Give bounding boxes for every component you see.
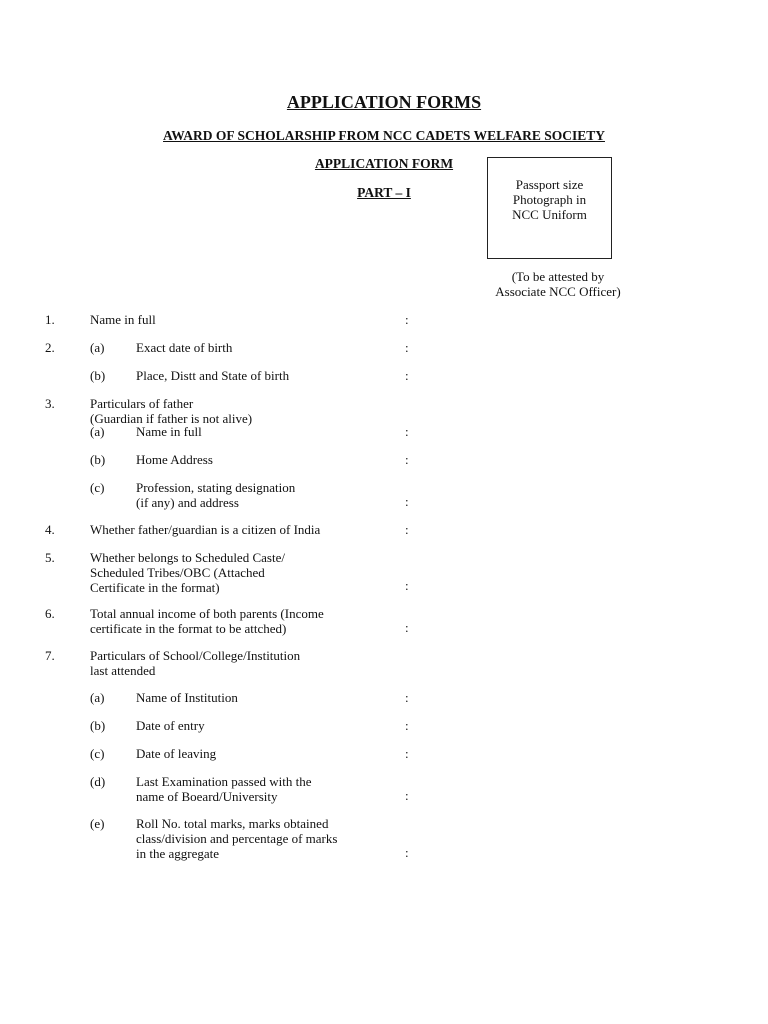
sub-item-marker: (e) — [90, 816, 105, 831]
document-title: APPLICATION FORMS — [286, 92, 482, 112]
field-colon: : — [405, 424, 409, 439]
item-number: 6. — [45, 606, 55, 621]
field-colon: : — [405, 312, 409, 327]
field-label-profession: Profession, stating designation (if any) and address — [136, 480, 296, 510]
field-colon: : — [405, 340, 409, 355]
item-number: 3. — [45, 396, 55, 411]
field-label-date-of-leaving: Date of leaving — [136, 746, 217, 761]
sub-item-marker: (a) — [90, 690, 105, 705]
field-label-name-in-full: Name in full — [90, 312, 156, 327]
field-label-place-of-birth: Place, Distt and State of birth — [136, 368, 290, 383]
sub-item-marker: (b) — [90, 452, 106, 467]
field-label-marks-obtained: Roll No. total marks, marks obtained class/division and percentage of marks in the aggregate — [136, 816, 338, 861]
field-colon: : — [405, 452, 409, 467]
field-label-institution-name: Name of Institution — [136, 690, 238, 705]
item-number: 4. — [45, 522, 55, 537]
sub-item-marker: (c) — [90, 746, 105, 761]
field-colon: : — [405, 578, 409, 593]
field-label-date-of-entry: Date of entry — [136, 718, 205, 733]
field-colon: : — [405, 718, 409, 733]
document-subtitle: AWARD OF SCHOLARSHIP FROM NCC CADETS WELFARE SOCIETY — [163, 128, 605, 143]
field-colon: : — [405, 620, 409, 635]
sub-item-marker: (c) — [90, 480, 105, 495]
field-colon: : — [405, 368, 409, 383]
sub-item-marker: (d) — [90, 774, 106, 789]
field-label-date-of-birth: Exact date of birth — [136, 340, 233, 355]
field-label-father-name: Name in full — [136, 424, 202, 439]
field-colon: : — [405, 845, 409, 860]
field-label-annual-income: Total annual income of both parents (Income certificate in the format to be attched) — [90, 606, 324, 636]
sub-item-marker: (b) — [90, 718, 106, 733]
field-label-home-address: Home Address — [136, 452, 213, 467]
part-title: PART – I — [357, 185, 411, 200]
item-number: 5. — [45, 550, 55, 565]
field-label-citizenship: Whether father/guardian is a citizen of India — [90, 522, 321, 537]
attestation-note: (To be attested by Associate NCC Officer) — [495, 269, 621, 299]
item-number: 7. — [45, 648, 55, 663]
field-label-last-examination: Last Examination passed with the name of Boeard/University — [136, 774, 312, 804]
field-label-school-particulars: Particulars of School/College/Institution last attended — [90, 648, 301, 678]
sub-item-marker: (b) — [90, 368, 106, 383]
field-colon: : — [405, 494, 409, 509]
sub-item-marker: (a) — [90, 424, 105, 439]
field-label-caste-category: Whether belongs to Scheduled Caste/ Scheduled Tribes/OBC (Attached Certificate in the format) — [90, 550, 285, 595]
photo-box-label: Passport size Photograph in NCC Uniform — [512, 177, 587, 222]
item-number: 2. — [45, 340, 55, 355]
field-colon: : — [405, 746, 409, 761]
field-colon: : — [405, 788, 409, 803]
item-number: 1. — [45, 312, 55, 327]
field-label-particulars-of-father: Particulars of father (Guardian if father is not alive) — [90, 396, 253, 426]
sub-item-marker: (a) — [90, 340, 105, 355]
form-title: APPLICATION FORM — [314, 156, 454, 171]
photo-box — [487, 157, 612, 259]
field-colon: : — [405, 690, 409, 705]
field-colon: : — [405, 522, 409, 537]
